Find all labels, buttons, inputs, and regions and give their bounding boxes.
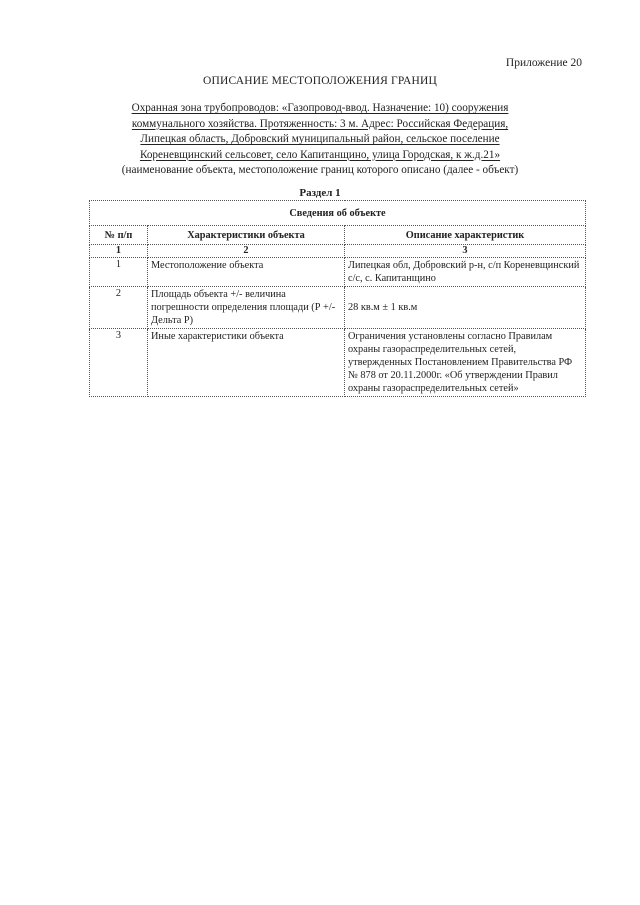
- object-line: Охранная зона трубопроводов: «Газопровод-ввод. Назначение: 10) сооружения: [131, 102, 509, 114]
- document-title: ОПИСАНИЕ МЕСТОПОЛОЖЕНИЯ ГРАНИЦ: [202, 75, 438, 87]
- appendix-label: Приложение 20: [505, 57, 582, 69]
- row-description: Ограничения установлены согласно Правилам охраны газораспределительных сетей, утвержденных Постановлением Правительства РФ № 878 от 20.11.2000г. «Об утверждении Правил охраны газораспределительных сетей»: [345, 329, 586, 397]
- row-number: 2: [90, 287, 148, 329]
- table-row: [90, 287, 586, 329]
- column-header-number: № п/п: [90, 226, 148, 245]
- column-header-characteristic: Характеристики объекта: [148, 226, 345, 245]
- object-description: [90, 101, 550, 179]
- row-characteristic: Местоположение объекта: [148, 258, 345, 287]
- column-number: 1: [90, 245, 148, 258]
- row-description: 28 кв.м ± 1 кв.м: [345, 287, 586, 329]
- row-characteristic: Иные характеристики объекта: [148, 329, 345, 397]
- column-number: 2: [148, 245, 345, 258]
- object-line: коммунального хозяйства. Протяженность: 3 м. Адрес: Российская Федерация,: [131, 117, 509, 130]
- table-header-row: [90, 226, 586, 245]
- row-number: 3: [90, 329, 148, 397]
- column-header-description: Описание характеристик: [345, 226, 586, 245]
- row-description: Липецкая обл, Добровский р-н, с/п Кореневщинский с/с, с. Капитанщино: [345, 258, 586, 287]
- object-info-table: [89, 200, 586, 397]
- row-characteristic: Площадь объекта +/- величина погрешности определения площади (Р +/- Дельта Р): [148, 287, 345, 329]
- table-title-row: [90, 201, 586, 226]
- object-caption: (наименование объекта, местоположение границ которого описано (далее - объект): [121, 164, 519, 176]
- object-line: Липецкая область, Добровский муниципальный район, сельское поселение: [140, 133, 500, 145]
- column-number-row: [90, 245, 586, 258]
- section-title: Раздел 1: [299, 187, 341, 199]
- table-row: [90, 329, 586, 397]
- object-line: Кореневщинский сельсовет, село Капитанщино, улица Городская, к ж.д.21»: [139, 148, 501, 161]
- table-row: [90, 258, 586, 287]
- table-title: Сведения об объекте: [90, 201, 586, 226]
- row-number: 1: [90, 258, 148, 287]
- column-number: 3: [345, 245, 586, 258]
